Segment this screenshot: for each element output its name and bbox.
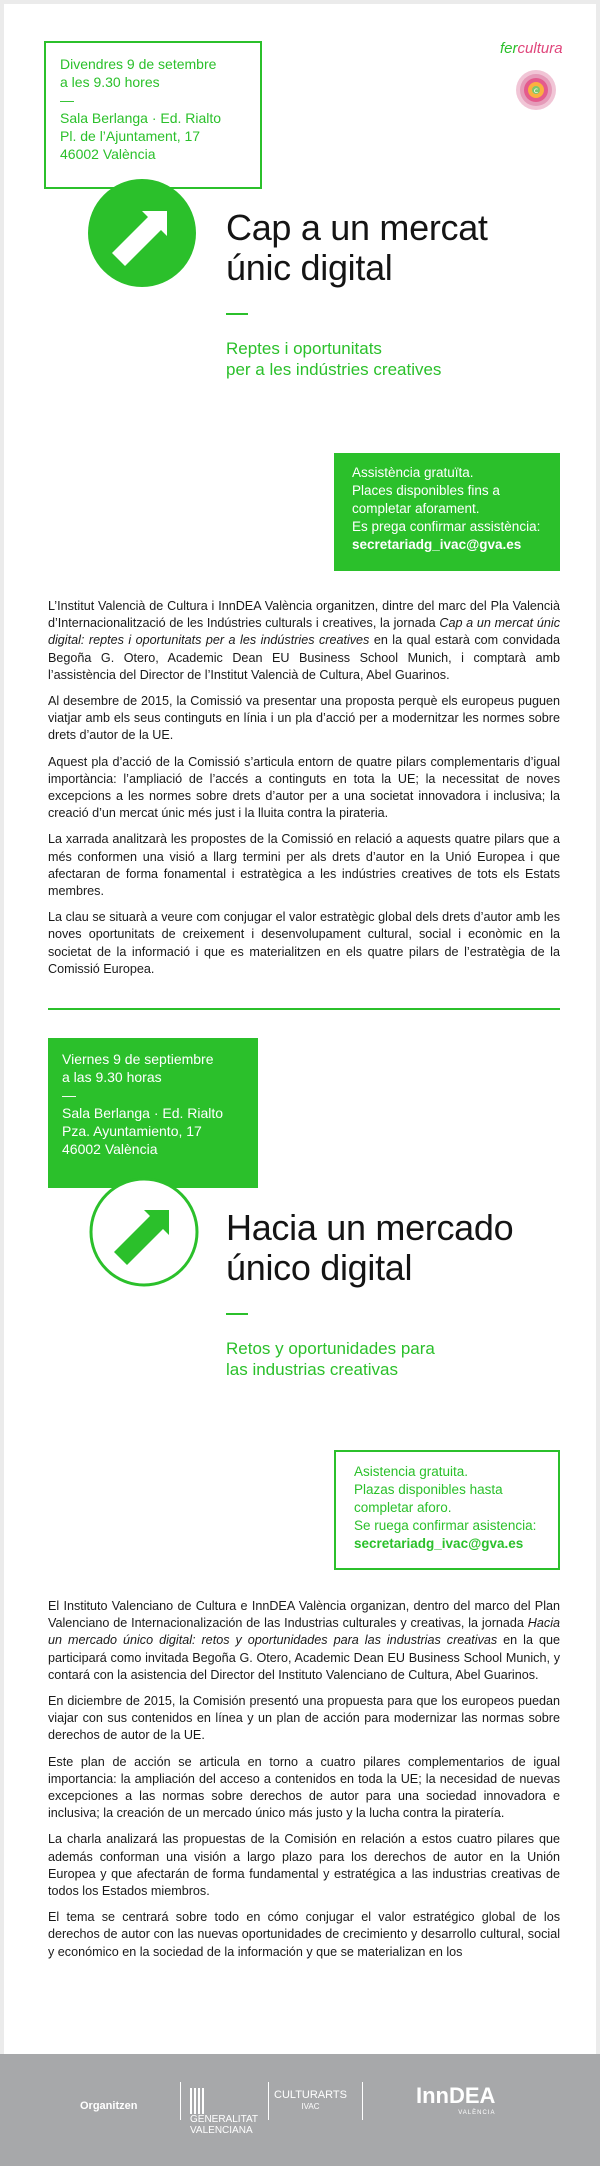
logo-wordmark <box>500 40 563 57</box>
subtitle-line-2: per a les indústries creatives <box>226 360 442 379</box>
generalitat-text-1: GENERALITAT <box>190 2114 258 2125</box>
logo-prefix: fer <box>500 40 518 57</box>
rsvp-line: Se ruega confirmar asistencia: <box>354 1518 537 1533</box>
generalitat-emblem-icon <box>190 2088 204 2114</box>
arrow-icon-ca <box>86 177 198 289</box>
fercultura-logo <box>498 40 570 120</box>
title-line-1: Cap a un mercat <box>226 207 488 248</box>
rsvp-line: Asistencia gratuita. <box>354 1464 469 1479</box>
logo-name: cultura <box>517 40 563 57</box>
event-date: Viernes 9 de septiembre <box>62 1051 214 1067</box>
event-time: a las 9.30 horas <box>62 1069 162 1085</box>
footer-divider <box>268 2082 269 2120</box>
event-address: Pl. de l’Ajuntament, 17 <box>60 128 201 144</box>
event-title-inline: Hacia un mercado único digital: retos y oportunidades para las industrias creativas <box>48 1616 560 1648</box>
paragraph-text: en la qual estarà com convidada Begoña G. Otero, Academic Dean EU Business School Munich, i comptarà amb l’assistència del Director de l’Institut Valencià de Cultura, Abel Guarinos. <box>48 633 560 682</box>
event-info-box-es <box>48 1038 258 1188</box>
event-dash: — <box>60 92 74 108</box>
title-dash <box>226 313 248 315</box>
footer-divider <box>180 2082 181 2120</box>
culturarts-sub: IVAC <box>301 2102 320 2111</box>
rsvp-line: Assistència gratuïta. <box>352 465 474 480</box>
subtitle-line-1: Reptes i oportunitats <box>226 339 382 358</box>
event-title-inline: Cap a un mercat únic digital: reptes i oportunitats per a les indústries creatives <box>48 616 560 648</box>
paragraph: Este plan de acción se articula en torno a cuatro pilares complementarios de igual importancia: la ampliación del acceso a contenidos en toda la UE; la necesidad de nuevas excepciones a las normas sobre derechos de autor para una sociedad innovadora e inclusiva; la creación de un mercado único más justo y la lucha contra la piratería. <box>48 1754 560 1821</box>
paragraph-text: El Instituto Valenciano de Cultura e InnDEA València organizan, dentro del marco del Plan Valenciano de Internacionalización de las Industrias culturales y creativas, la jornada <box>48 1599 560 1631</box>
event-venue: Sala Berlanga · Ed. Rialto <box>62 1105 224 1121</box>
rsvp-line: Places disponibles fins a <box>352 483 500 498</box>
event-dash: — <box>62 1087 76 1103</box>
body-text-es <box>48 1598 560 2048</box>
title-line-2: único digital <box>226 1247 413 1288</box>
organizers-label: Organitzen <box>80 2100 138 2112</box>
arrow-icon-es <box>88 1176 200 1288</box>
rsvp-box-ca <box>334 453 560 571</box>
subtitle-line-1: Retos y oportunidades para <box>226 1339 435 1358</box>
generalitat-logo <box>190 2088 258 2136</box>
subtitle-line-2: las industrias creativas <box>226 1360 398 1379</box>
rsvp-line: Plazas disponibles hasta <box>354 1482 503 1497</box>
rsvp-line: completar aforament. <box>352 501 480 516</box>
inndea-sub: VALÈNCIA <box>458 2110 496 2116</box>
paragraph-text: en la que participará como invitada Begoña G. Otero, Academic Dean EU Business School Munich, y contará con la asistencia del Director del Instituto Valenciano de Cultura, Abel Guarinos. <box>48 1633 560 1682</box>
event-time: a les 9.30 hores <box>60 74 160 90</box>
section-divider <box>48 1008 560 1010</box>
paragraph: En diciembre de 2015, la Comisión presentó una propuesta para que los europeos puedan viajar con sus contenidos en línea y un plan de acción para modernizar las normas sobre derechos de autor de la UE. <box>48 1694 560 1743</box>
event-city: 46002 València <box>60 146 156 162</box>
page-title-ca <box>226 208 488 288</box>
rsvp-line: completar aforo. <box>354 1500 452 1515</box>
title-line-1: Hacia un mercado <box>226 1207 514 1248</box>
generalitat-text-2: VALENCIANA <box>190 2125 253 2136</box>
paragraph: Al desembre de 2015, la Comissió va presentar una proposta perquè els europeus puguen viatjar amb els seus continguts en línia i un pla d’acció per a modernitzar les normes sobre drets d’autor de la UE. <box>48 694 560 743</box>
paragraph: La charla analizará las propuestas de la Comisión en relación a estos cuatro pilares que además conforman una visión a largo plazo para los derechos de autor en la Unión Europea y que afectarán de forma fundamental y estratégica a las industrias creativas de todos los Estados miembros. <box>48 1832 560 1899</box>
event-info-box-ca <box>44 41 262 189</box>
paragraph: El tema se centrará sobre todo en cómo conjugar el valor estratégico global de los derechos de autor con las nuevas oportunidades de crecimiento y desarrollo cultural, social y económico en la sociedad de la información y que se materializan en los <box>48 1910 560 1959</box>
culturarts-text: CULTURARTS <box>274 2089 347 2101</box>
event-city: 46002 València <box>62 1141 158 1157</box>
culturarts-logo <box>274 2090 347 2112</box>
inndea-logo <box>416 2084 495 2119</box>
inndea-text: InnDEA <box>416 2083 496 2108</box>
page-title-es <box>226 1208 513 1288</box>
paragraph <box>48 1598 560 1684</box>
paragraph <box>48 598 560 684</box>
title-dash <box>226 1313 248 1315</box>
rsvp-email-link[interactable]: secretariadg_ivac@gva.es <box>352 537 522 552</box>
email-card <box>4 4 596 2054</box>
rsvp-email-link[interactable]: secretariadg_ivac@gva.es <box>354 1536 524 1551</box>
footer-divider <box>362 2082 363 2120</box>
paragraph: Aquest pla d’acció de la Comissió s’articula entorn de quatre pilars complementaris d’igual importància: l’ampliació de l’accés a continguts en tota la UE; la necessitat de noves excepcions a les normes sobre drets d’autor per a una societat innovadora i inclusiva; la creació d’un mercat únic més just i la lluita contra la pirateria. <box>48 754 560 821</box>
title-line-2: únic digital <box>226 247 393 288</box>
rsvp-box-es <box>334 1450 560 1570</box>
paragraph-text: L’Institut Valencià de Cultura i InnDEA València organitzen, dintre del marc del Pla Valencià d’Internacionalització de les Indústries culturals i creatives, la jornada <box>48 599 560 631</box>
paragraph: La clau se situarà a veure com conjugar el valor estratègic global dels drets d’autor amb les noves oportunitats de creixement i desenvolupament cultural, social i econòmic en la societat de la informació i que es materialitzen en els quatre pilars de l’estratègia de la Comissió Europea. <box>48 910 560 976</box>
subtitle-es <box>226 1338 435 1380</box>
footer <box>0 2054 600 2166</box>
subtitle-ca <box>226 338 441 380</box>
event-address: Pza. Ayuntamiento, 17 <box>62 1123 202 1139</box>
body-text-ca <box>48 598 560 987</box>
event-date: Divendres 9 de setembre <box>60 56 217 72</box>
rsvp-line: Es prega confirmar assistència: <box>352 519 541 534</box>
event-venue: Sala Berlanga · Ed. Rialto <box>60 110 222 126</box>
paragraph: La xarrada analitzarà les propostes de la Comissió en relació a aquests quatre pilars que a més conformen una visió a llarg termini per als drets d’autor en la Unió Europea i que afectaran de forma fonamental i estratègica a les indústries creatives de tots els Estats membres. <box>48 832 560 899</box>
logo-circle-icon <box>502 62 566 126</box>
svg-text:c: c <box>533 86 539 95</box>
